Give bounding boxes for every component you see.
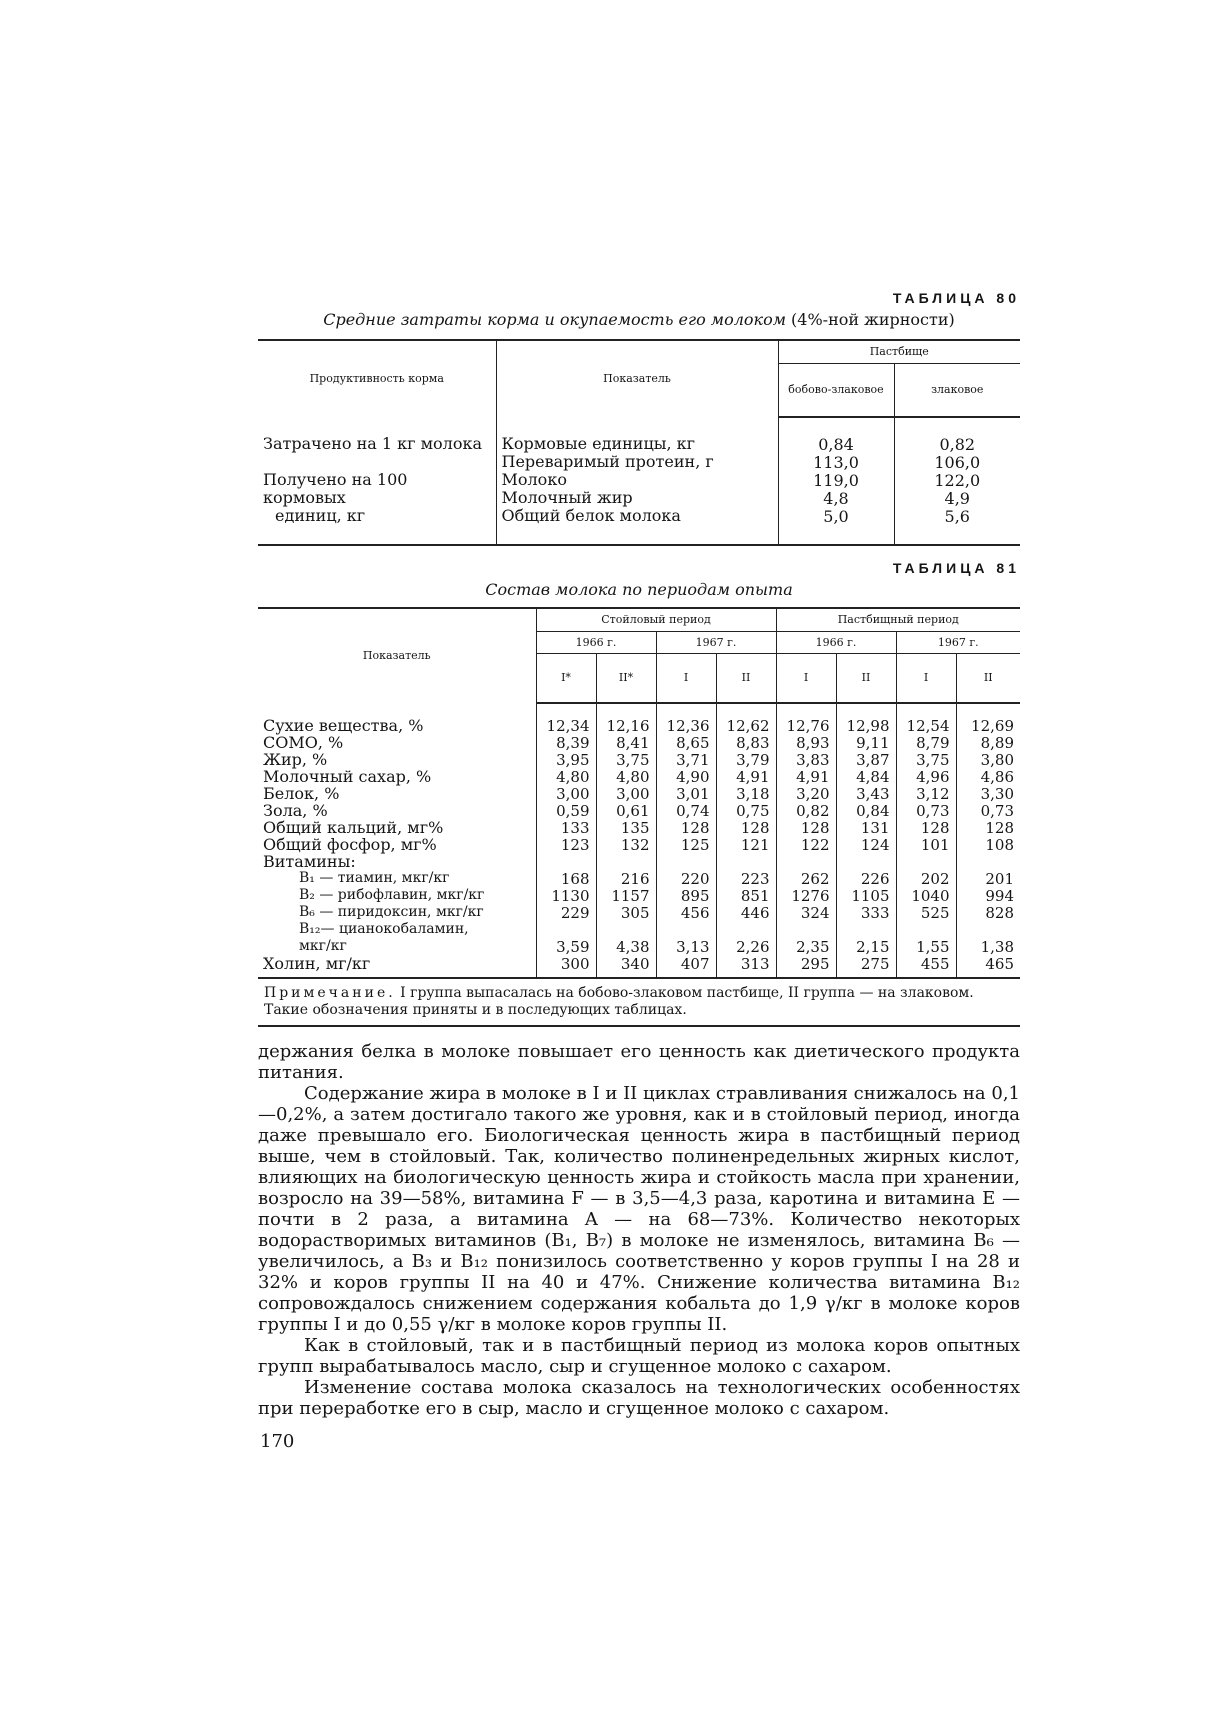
t81-cell: 3,00: [556, 785, 590, 804]
t80-row-label: единиц, кг: [275, 505, 366, 525]
page-number: 170: [260, 1431, 295, 1453]
t81-cell: 3,83: [796, 751, 830, 770]
t81-cell: [602, 854, 650, 871]
t81-cell: 465: [985, 955, 1014, 974]
t81-header-pasture-period: Пастбищный период: [776, 608, 1020, 631]
t80-indicator: Общий белок молока: [501, 505, 681, 525]
t81-header-year: 1967 г.: [896, 631, 1020, 654]
t80-value: 0,84: [818, 434, 854, 454]
t81-cell: 4,91: [736, 768, 770, 787]
t81-header-group: I: [896, 654, 956, 704]
t81-cell: 1105: [851, 887, 890, 906]
t81-cell: 135: [620, 819, 650, 838]
t81-cell: 220: [680, 870, 710, 889]
t81-column-stall-1966-I: [536, 703, 596, 978]
t81-cell: 3,13: [676, 938, 710, 957]
t81-cell: 0,75: [736, 802, 770, 821]
t81-cell: 3,43: [856, 785, 890, 804]
t81-cell: 4,80: [616, 768, 650, 787]
t81-cell: 1,38: [980, 938, 1014, 957]
t81-row-label: СОМО, %: [263, 733, 344, 753]
t80-value: 113,0: [813, 452, 859, 472]
t81-row-labels: [258, 703, 536, 978]
t81-cell: 124: [860, 836, 890, 855]
t81-row-label: B₁ — тиамин, мкг/кг: [299, 870, 450, 887]
t81-cell: [602, 922, 650, 939]
t81-column-stall-1967-II: [716, 703, 776, 978]
table-80-number: ТАБЛИЦА 80: [892, 290, 1020, 306]
t81-cell: 3,95: [556, 751, 590, 770]
t81-header-group: I*: [536, 654, 596, 704]
t81-cell: 4,84: [856, 768, 890, 787]
t81-header-year: 1966 г.: [776, 631, 896, 654]
t81-cell: 446: [740, 904, 770, 923]
t81-cell: 3,75: [916, 751, 950, 770]
t81-cell: 4,38: [616, 938, 650, 957]
t81-cell: 2,15: [856, 938, 890, 957]
t81-cell: 12,98: [846, 717, 890, 736]
t81-row-label: B₁₂— цианокобаламин,: [299, 921, 469, 938]
table-80-caption: [258, 310, 1020, 329]
t81-cell: 132: [620, 836, 650, 855]
t81-cell: 275: [860, 955, 890, 974]
t81-header-year: 1967 г.: [656, 631, 776, 654]
t81-cell: 12,36: [666, 717, 710, 736]
t81-cell: 1130: [551, 887, 590, 906]
t81-row-label: Витамины:: [263, 852, 356, 872]
t81-cell: 0,73: [980, 802, 1014, 821]
t81-cell: 407: [680, 955, 710, 974]
t81-cell: 168: [560, 870, 590, 889]
t81-cell: 3,87: [856, 751, 890, 770]
t81-row-label: Молочный сахар, %: [263, 767, 432, 787]
t81-cell: 3,00: [616, 785, 650, 804]
t81-cell: 8,89: [980, 734, 1014, 753]
t81-cell: 133: [560, 819, 590, 838]
table-80-caption-title: Средние затраты корма и окупаемость его молоком: [323, 310, 786, 329]
t81-row-label: Зола, %: [263, 801, 328, 821]
t81-cell: 525: [920, 904, 950, 923]
t81-cell: 12,54: [906, 717, 950, 736]
t81-cell: [782, 854, 830, 871]
t81-cell: 0,59: [556, 802, 590, 821]
t81-cell: 4,90: [676, 768, 710, 787]
t81-cell: 101: [920, 836, 950, 855]
t80-header-legume-grass: бобово-злаковое: [778, 363, 894, 417]
t81-cell: [722, 922, 770, 939]
t81-header-group: II: [716, 654, 776, 704]
t81-cell: 12,16: [606, 717, 650, 736]
t81-cell: 3,79: [736, 751, 770, 770]
t81-cell: 333: [860, 904, 890, 923]
t81-cell: 895: [680, 887, 710, 906]
t81-cell: 1040: [911, 887, 950, 906]
t81-header-group: I: [656, 654, 716, 704]
t80-indicators: [496, 417, 778, 545]
t81-cell: 9,11: [856, 734, 890, 753]
t81-cell: 8,93: [796, 734, 830, 753]
t80-legume-grass-values: [778, 417, 894, 545]
note-label: Примечание.: [264, 985, 396, 1002]
paragraph: Изменение состава молока сказалось на технологических особенностях при переработке его в сыр, масло и сгущенное молоко с сахаром.: [258, 1377, 1020, 1420]
t81-cell: 12,62: [726, 717, 770, 736]
t81-row-label: мкг/кг: [299, 938, 347, 955]
t81-cell: 828: [985, 904, 1014, 923]
t81-cell: 994: [985, 887, 1014, 906]
t81-cell: [782, 922, 830, 939]
t81-cell: [902, 922, 950, 939]
table-81-caption: Состав молока по периодам опыта: [485, 579, 793, 599]
t80-header-grass: злаковое: [894, 363, 1020, 417]
t80-value: 5,6: [944, 506, 970, 526]
t81-cell: [842, 922, 890, 939]
t81-cell: [842, 854, 890, 871]
t81-cell: [902, 854, 950, 871]
table-80: [258, 339, 1020, 546]
t81-cell: 0,73: [916, 802, 950, 821]
t81-column-pasture-1967-II: [956, 703, 1020, 978]
t80-value: 4,9: [944, 488, 970, 508]
t81-cell: 456: [680, 904, 710, 923]
t80-value: 106,0: [934, 452, 981, 472]
t81-cell: 12,76: [786, 717, 830, 736]
t81-cell: [662, 922, 710, 939]
t81-cell: 1,55: [916, 938, 950, 957]
t81-cell: 3,20: [796, 785, 830, 804]
paragraph: Как в стойловый, так и в пастбищный период из молока коров опытных групп вырабатывалось масло, сыр и сгущенное молоко с сахаром.: [258, 1335, 1020, 1378]
t81-cell: 12,69: [971, 717, 1014, 736]
body-text: [258, 1041, 1020, 1419]
t81-cell: 305: [620, 904, 650, 923]
t81-cell: 262: [800, 870, 830, 889]
t81-column-stall-1967-I: [656, 703, 716, 978]
t81-row-label: Общий кальций, мг%: [263, 818, 444, 838]
t81-cell: 0,82: [796, 802, 830, 821]
t81-cell: 108: [985, 836, 1014, 855]
table-80-caption-suffix: (4%-ной жирности): [785, 310, 955, 329]
t81-cell: 4,80: [556, 768, 590, 787]
t81-cell: 4,96: [916, 768, 950, 787]
t81-cell: 2,26: [736, 938, 770, 957]
t81-column-pasture-1966-I: [776, 703, 836, 978]
t81-column-pasture-1966-II: [836, 703, 896, 978]
t80-value: 5,0: [823, 506, 849, 526]
t80-indicator: Молочный жир: [501, 487, 633, 507]
t80-value: 122,0: [934, 470, 981, 490]
t81-cell: [662, 854, 710, 871]
t81-cell: [962, 922, 1015, 939]
t81-cell: 4,91: [796, 768, 830, 787]
t81-cell: 455: [920, 955, 950, 974]
t81-cell: 3,75: [616, 751, 650, 770]
t81-cell: 201: [985, 870, 1014, 889]
t81-cell: 223: [740, 870, 770, 889]
table-81: [258, 607, 1020, 980]
t81-cell: 8,65: [676, 734, 710, 753]
t81-cell: 1276: [791, 887, 830, 906]
t81-cell: 128: [680, 819, 710, 838]
t81-header-group: II: [836, 654, 896, 704]
paragraph: держания белка в молоке повышает его ценность как диетического продукта питания.: [258, 1041, 1020, 1084]
t81-row-label: B₂ — рибофлавин, мкг/кг: [299, 887, 485, 904]
t81-header-group: I: [776, 654, 836, 704]
t80-indicator: Кормовые единицы, кг: [501, 433, 696, 453]
t81-header-indicator: Показатель: [362, 649, 431, 663]
table-81-note: [258, 985, 1020, 1027]
t81-cell: 3,01: [676, 785, 710, 804]
t81-row-label: Белок, %: [263, 784, 340, 804]
t81-cell: 229: [560, 904, 590, 923]
t81-row-label: Холин, мг/кг: [263, 954, 371, 974]
t81-column-stall-1966-II: [596, 703, 656, 978]
t81-row-label: Жир, %: [263, 750, 328, 770]
t81-cell: 3,59: [556, 938, 590, 957]
t80-row-label: Получено на 100 кормовых: [263, 469, 408, 507]
t80-value: 119,0: [813, 470, 859, 490]
t81-cell: 123: [560, 836, 590, 855]
t81-header-group: II*: [596, 654, 656, 704]
t81-cell: 1157: [611, 887, 650, 906]
t81-cell: 4,86: [980, 768, 1014, 787]
t81-cell: 128: [920, 819, 950, 838]
t81-cell: 8,41: [616, 734, 650, 753]
t81-cell: 128: [985, 819, 1014, 838]
t80-header-pasture: Пастбище: [778, 340, 1020, 363]
t81-cell: [542, 854, 590, 871]
t81-cell: 0,74: [676, 802, 710, 821]
table-81-number: ТАБЛИЦА 81: [892, 559, 1020, 576]
t81-cell: [962, 854, 1015, 871]
t81-cell: 2,35: [796, 938, 830, 957]
t80-value: 0,82: [939, 434, 976, 454]
note-text: I группа выпасалась на бобово-злаковом пастбище, II группа — на злаковом. Такие обозначения приняты и в последующих таблицах.: [264, 985, 974, 1019]
t81-cell: 0,61: [616, 802, 650, 821]
t81-cell: 295: [800, 955, 830, 974]
t81-row-label: B₆ — пиридоксин, мкг/кг: [299, 904, 484, 921]
t81-cell: 313: [740, 955, 770, 974]
t81-cell: 8,39: [556, 734, 590, 753]
t81-cell: 226: [860, 870, 890, 889]
t81-cell: 340: [620, 955, 650, 974]
t80-indicator: Переваримый протеин, г: [501, 451, 714, 471]
paragraph: Содержание жира в молоке в I и II циклах стравливания снижалось на 0,1—0,2%, а затем достигало такого же уровня, как и в стойловый период, иногда даже превышало его. Биологическая ценность жира в пастбищный период выше, чем в стойловый. Так, количество полиненредельных жирных кислот, влияющих на биологическую ценность жира и стойкость масла при хранении, возросло на 39—58%, витамина F — в 3,5—4,3 раза, каротина и витамина E — почти в 2 раза, а витамина A — на 68—73%. Количество некоторых водорастворимых витаминов (B₁, B₇) в молоке не изменялось, витамина B₆ — увеличилось, а B₃ и B₁₂ понизилось соответственно у коров группы I на 28 и 32% и коров группы II на 40 и 47%. Снижение количества витамина B₁₂ сопровождалось снижением содержания кобальта до 1,9 γ/кг в молоке коров группы I и до 0,55 γ/кг в молоке коров группы II.: [258, 1083, 1020, 1336]
t81-cell: 3,80: [980, 751, 1014, 770]
t80-header-productivity: Продуктивность корма: [309, 372, 444, 385]
t81-cell: 121: [740, 836, 770, 855]
t81-cell: 3,18: [736, 785, 770, 804]
t81-cell: 324: [800, 904, 830, 923]
t81-cell: 0,84: [856, 802, 890, 821]
t81-cell: 202: [920, 870, 950, 889]
t80-grass-values: [894, 417, 1020, 545]
t81-header-stall-period: Стойловый период: [536, 608, 776, 631]
t81-row-label: Общий фосфор, мг%: [263, 835, 437, 855]
t81-cell: 125: [680, 836, 710, 855]
t81-cell: 216: [620, 870, 650, 889]
t81-cell: 131: [860, 819, 890, 838]
t81-cell: 8,83: [736, 734, 770, 753]
t81-cell: 300: [560, 955, 590, 974]
t81-cell: [722, 854, 770, 871]
t80-row-label: Затрачено на 1 кг молока: [263, 433, 483, 453]
t81-cell: 12,34: [546, 717, 590, 736]
t81-row-label: Сухие вещества, %: [263, 716, 424, 736]
t81-cell: 3,71: [676, 751, 710, 770]
t81-cell: 128: [800, 819, 830, 838]
t81-cell: 128: [740, 819, 770, 838]
t80-header-indicator: Показатель: [496, 340, 778, 417]
t80-row-labels: [258, 417, 496, 545]
t81-cell: 8,79: [916, 734, 950, 753]
t80-value: 4,8: [823, 488, 849, 508]
t81-header-year: 1966 г.: [536, 631, 656, 654]
t81-cell: 3,12: [916, 785, 950, 804]
t81-cell: 122: [800, 836, 830, 855]
t81-cell: 851: [740, 887, 770, 906]
t81-cell: [542, 922, 590, 939]
book-page: [258, 290, 1020, 1452]
t81-cell: 3,30: [980, 785, 1014, 804]
t81-header-group: II: [956, 654, 1020, 704]
t81-column-pasture-1967-I: [896, 703, 956, 978]
t80-indicator: Молоко: [501, 469, 567, 489]
